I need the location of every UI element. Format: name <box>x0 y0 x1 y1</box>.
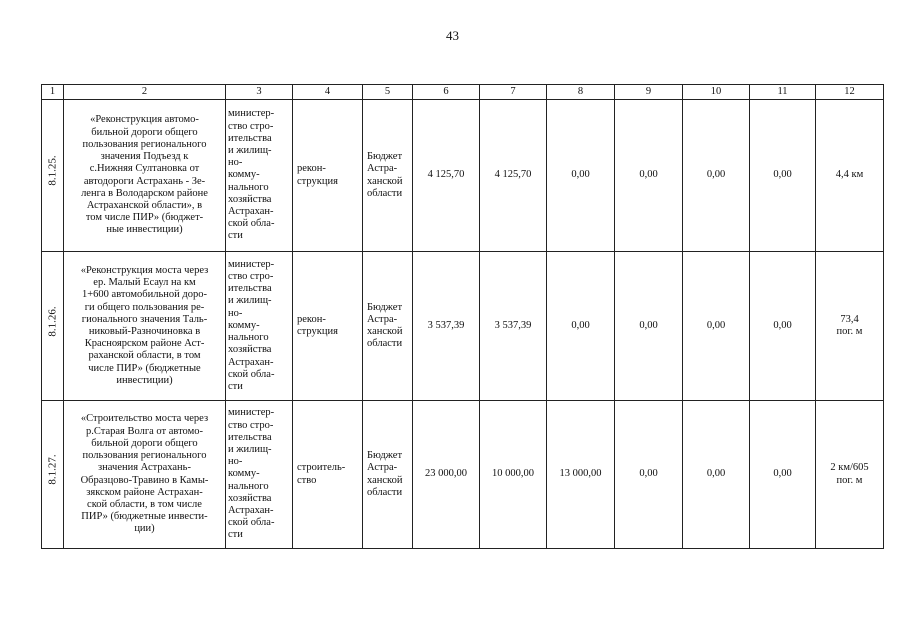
amount-cell: 0,00 <box>547 252 615 401</box>
work-type: рекон- струкция <box>293 100 363 252</box>
amount-cell: 0,00 <box>615 100 683 252</box>
funding-source: Бюджет Астра- ханской области <box>363 100 413 252</box>
amount-cell: 13 000,00 <box>547 401 615 549</box>
amount-cell: 4 125,70 <box>480 100 547 252</box>
capacity-cell: 73,4 пог. м <box>816 252 884 401</box>
amount-cell: 0,00 <box>750 401 816 549</box>
column-header: 2 <box>64 85 226 100</box>
amount-cell: 0,00 <box>750 252 816 401</box>
project-name: «Строительство моста через р.Старая Волга от автомо- бильной дороги общего пользования регионального значения Астрахань- Образцово-Травино в Камы- зякском районе Астрахан- ской области, в том числе ПИР» (бюджетные инвести- ции) <box>64 401 226 549</box>
funding-source: Бюджет Астра- ханской области <box>363 252 413 401</box>
amount-cell: 0,00 <box>615 252 683 401</box>
column-header: 12 <box>816 85 884 100</box>
page-number: 43 <box>446 28 459 43</box>
amount-cell: 23 000,00 <box>413 401 480 549</box>
table-row <box>42 100 884 252</box>
column-header: 5 <box>363 85 413 100</box>
table-row <box>42 252 884 401</box>
work-type: строитель- ство <box>293 401 363 549</box>
amount-cell: 0,00 <box>683 252 750 401</box>
column-header: 10 <box>683 85 750 100</box>
row-number: 8.1.27. <box>42 401 64 549</box>
column-header: 8 <box>547 85 615 100</box>
amount-cell: 0,00 <box>683 401 750 549</box>
program-table <box>41 84 884 549</box>
amount-cell: 0,00 <box>547 100 615 252</box>
amount-cell: 4 125,70 <box>413 100 480 252</box>
funding-source: Бюджет Астра- ханской области <box>363 401 413 549</box>
row-number: 8.1.26. <box>42 252 64 401</box>
capacity-cell: 2 км/605 пог. м <box>816 401 884 549</box>
amount-cell: 3 537,39 <box>413 252 480 401</box>
project-name: «Реконструкция автомо- бильной дороги общего пользования регионального значения Подъезд к с.Нижняя Султановка от автодороги Астрахань - Зе- ленга в Володарском районе Астраханской области», в том числе ПИР» (бюджет- ные инвестиции) <box>64 100 226 252</box>
column-header: 9 <box>615 85 683 100</box>
column-header: 11 <box>750 85 816 100</box>
amount-cell: 0,00 <box>683 100 750 252</box>
project-name: «Реконструкция моста через ер. Малый Есаул на км 1+600 автомобильной доро- ги общего пользования ре- гионального значения Таль- никовый-Разночиновка в Красноярском районе Аст- раханской области, в том числе ПИР» (бюджетные инвестиции) <box>64 252 226 401</box>
column-header: 3 <box>226 85 293 100</box>
amount-cell: 3 537,39 <box>480 252 547 401</box>
amount-cell: 0,00 <box>750 100 816 252</box>
work-type: рекон- струкция <box>293 252 363 401</box>
column-header: 4 <box>293 85 363 100</box>
column-number-row <box>42 85 884 100</box>
table-row <box>42 401 884 549</box>
capacity-cell: 4,4 км <box>816 100 884 252</box>
column-header: 1 <box>42 85 64 100</box>
amount-cell: 10 000,00 <box>480 401 547 549</box>
row-number: 8.1.25. <box>42 100 64 252</box>
responsible-org: министер- ство стро- ительства и жилищ- но- комму- нального хозяйства Астрахан- ской обла- сти <box>226 252 293 401</box>
responsible-org: министер- ство стро- ительства и жилищ- но- комму- нального хозяйства Астрахан- ской обла- сти <box>226 100 293 252</box>
column-header: 6 <box>413 85 480 100</box>
responsible-org: министер- ство стро- ительства и жилищ- но- комму- нального хозяйства Астрахан- ской обла- сти <box>226 401 293 549</box>
column-header: 7 <box>480 85 547 100</box>
amount-cell: 0,00 <box>615 401 683 549</box>
